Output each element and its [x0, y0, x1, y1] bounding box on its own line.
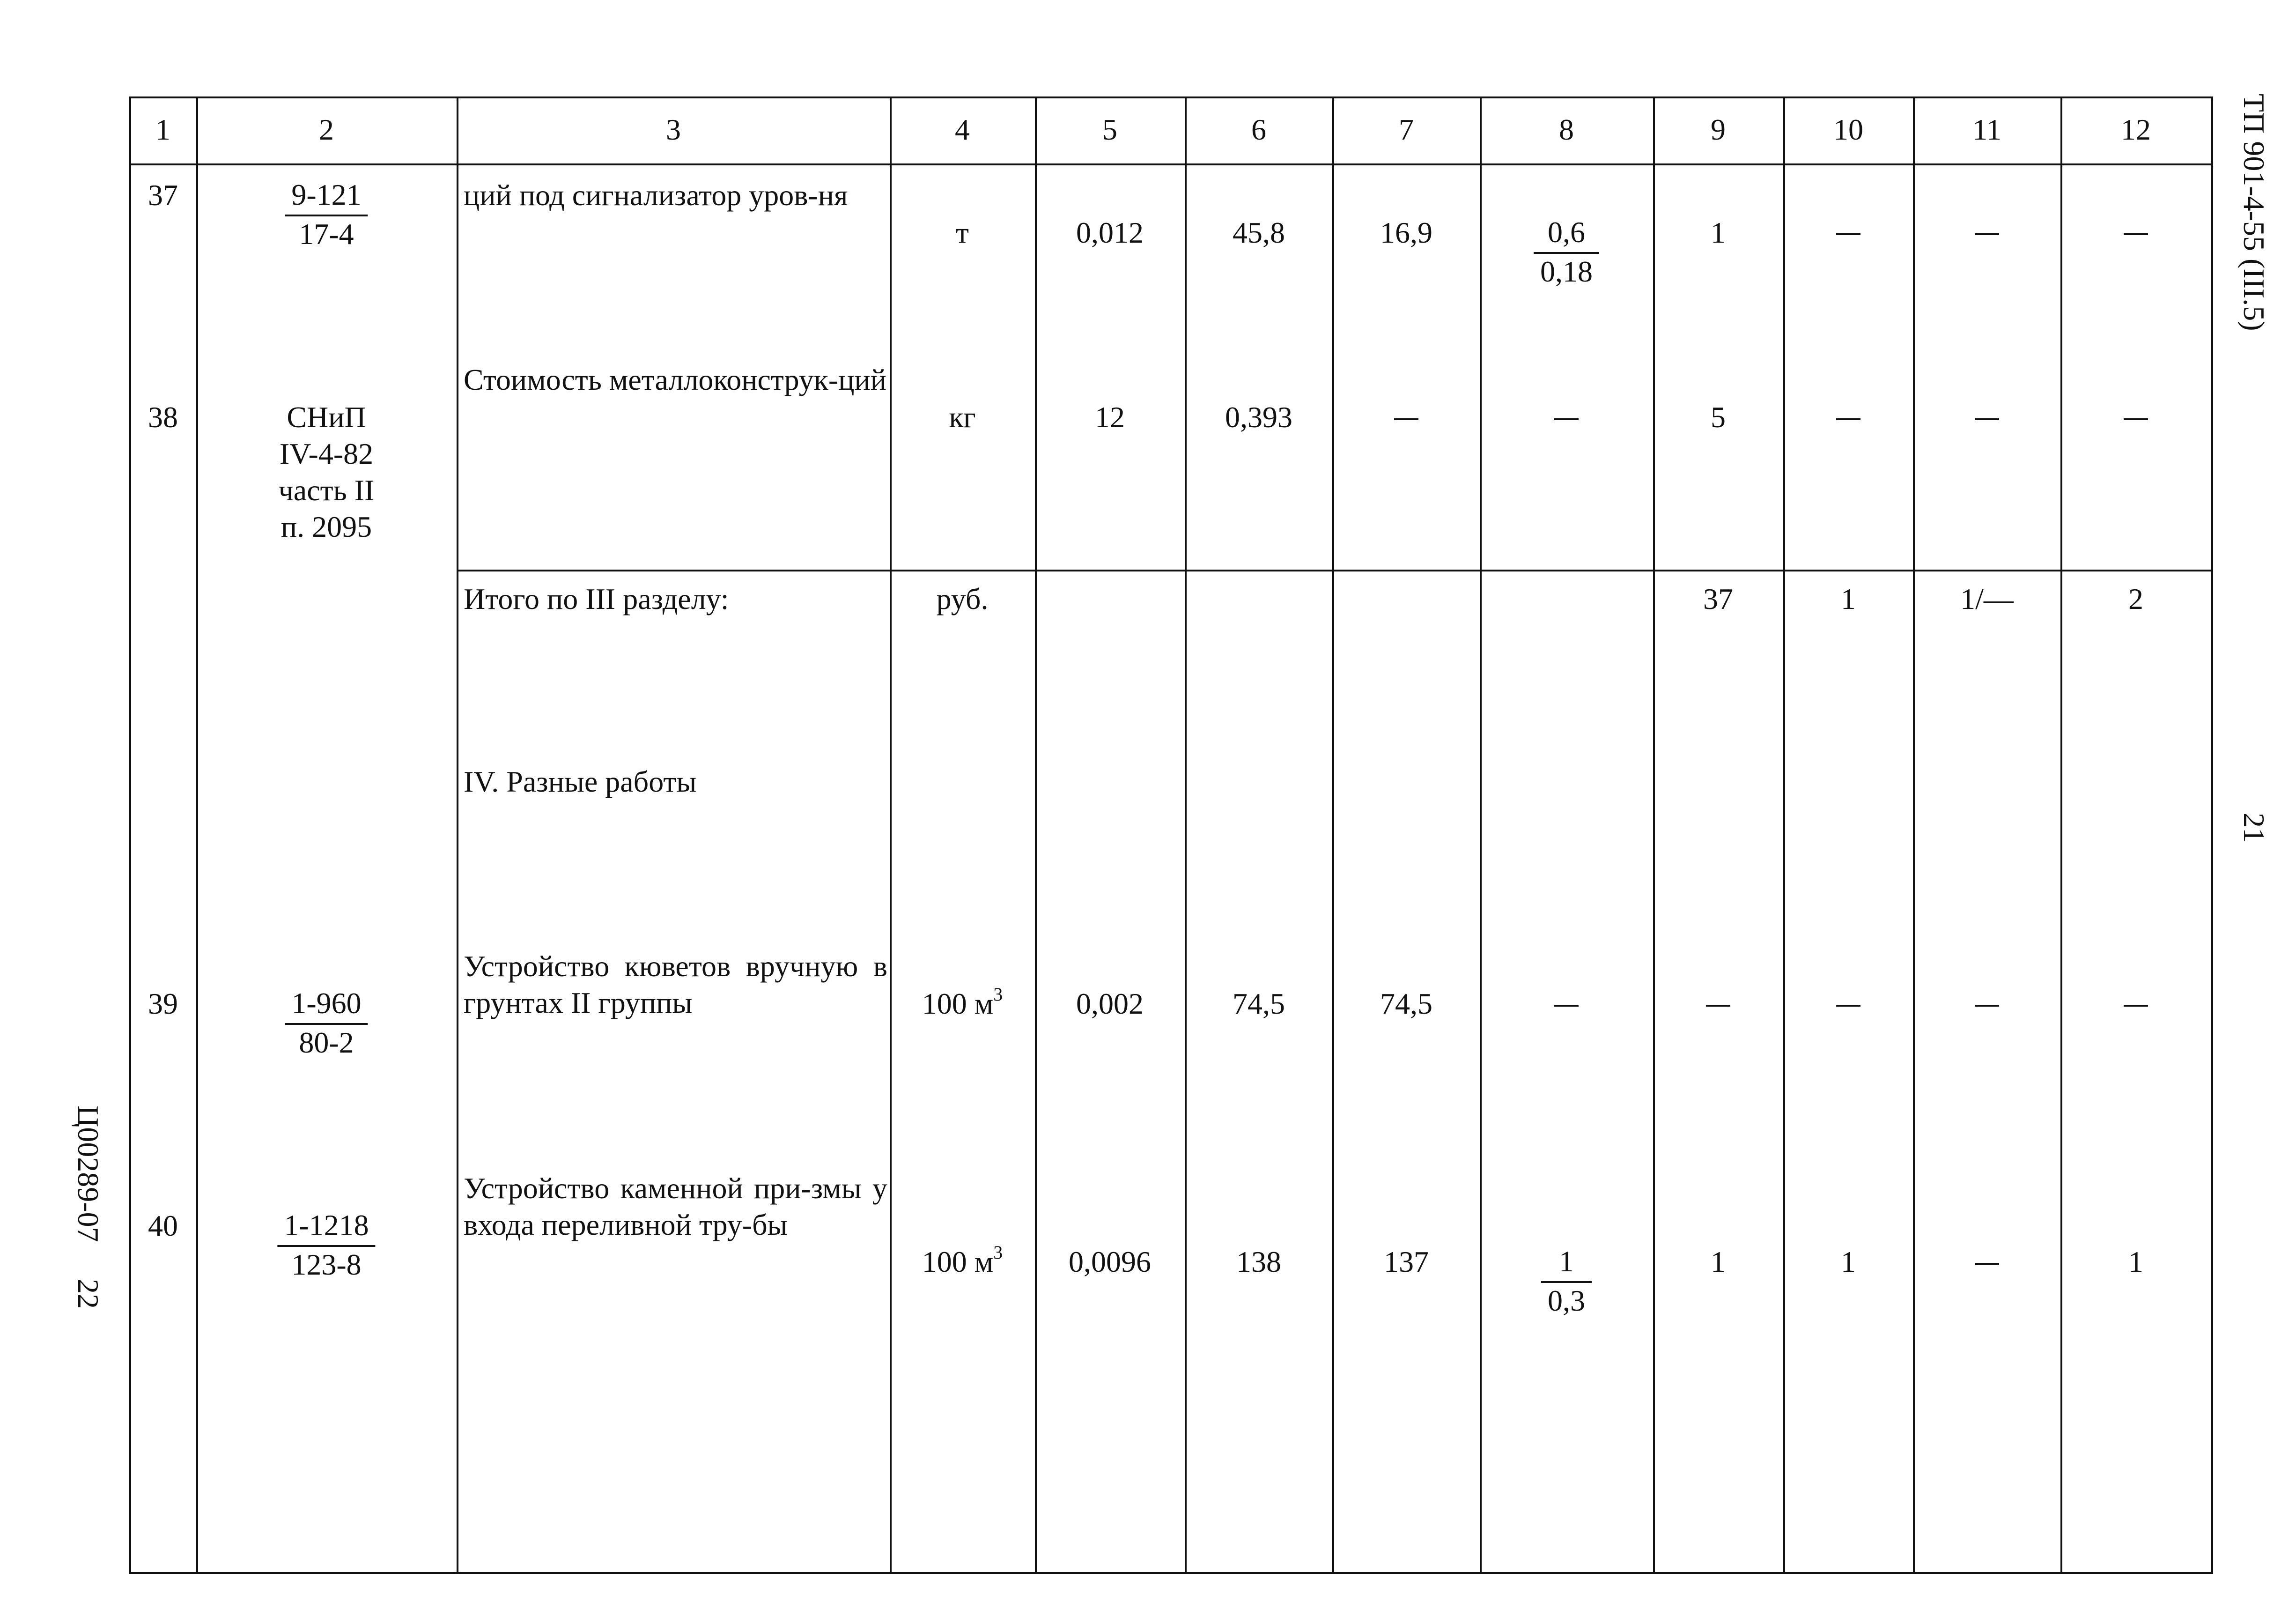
fraction-cell — [1534, 215, 1599, 289]
column-header: 12 — [2121, 113, 2151, 146]
fraction-numerator: 0,6 — [1534, 215, 1599, 254]
unit-text: 100 м — [922, 1245, 994, 1278]
document-code: ТП 901-4-55 (III.5) — [2237, 94, 2271, 331]
empty-dash — [1975, 233, 1999, 235]
empty-dash — [1706, 1005, 1730, 1007]
work-description: Устройство каменной при-змы у входа переливной тру-бы — [464, 1172, 887, 1241]
table-border-left — [129, 96, 131, 1574]
row-number: 37 — [148, 178, 178, 212]
empty-dash — [1836, 1005, 1860, 1007]
column-header: 10 — [1833, 113, 1863, 146]
column-divider — [1185, 96, 1187, 1574]
page-number-left: 22 — [72, 1279, 105, 1309]
empty-dash — [1394, 418, 1418, 420]
column-divider — [1332, 96, 1334, 1574]
unit-cell — [922, 986, 1003, 1022]
empty-dash — [1975, 418, 1999, 420]
work-description: ций под сигнализатор уров-ня — [464, 178, 848, 212]
rate-reference-denominator: 123-8 — [291, 1248, 362, 1281]
rate-reference — [277, 1208, 375, 1283]
column-divider — [457, 96, 458, 1574]
rate-reference-numerator: 1-960 — [285, 986, 368, 1025]
rate-reference-denominator: 17-4 — [299, 217, 354, 251]
unit-text: 100 м — [922, 987, 994, 1020]
empty-dash — [2124, 233, 2148, 235]
empty-dash — [1836, 418, 1860, 420]
cost-cell: 74,5 — [1380, 987, 1432, 1020]
cost-cell: 137 — [1384, 1245, 1429, 1278]
cost-cell: 45,8 — [1233, 216, 1285, 249]
column-header: 5 — [1102, 113, 1117, 146]
total-cell: 5 — [1711, 401, 1726, 434]
quantity-cell: 0,012 — [1076, 216, 1144, 249]
column-divider — [1913, 96, 1915, 1574]
table-border-top — [129, 96, 2213, 98]
fraction-denominator: 0,18 — [1540, 255, 1593, 288]
subtotal-divider — [457, 570, 2213, 571]
subtotal-label: Итого по III разделу: — [464, 582, 729, 616]
table-border-bottom — [129, 1572, 2213, 1574]
cost-cell: 0,393 — [1225, 401, 1292, 434]
subtotal-cell: 2 — [2128, 582, 2143, 616]
column-header: 3 — [666, 113, 681, 146]
subtotal-cell: 1 — [1841, 582, 1856, 616]
row-number: 38 — [148, 401, 178, 434]
column-header: 2 — [319, 113, 334, 146]
empty-dash — [1836, 233, 1860, 235]
column-divider — [1035, 96, 1037, 1574]
column-header: 7 — [1399, 113, 1414, 146]
empty-dash — [2124, 1005, 2148, 1007]
table-border-right — [2211, 96, 2213, 1574]
column-divider — [1653, 96, 1655, 1574]
cost-cell: 138 — [1236, 1245, 1281, 1278]
subtotal-cell: 1/— — [1960, 582, 2014, 616]
column-header: 1 — [155, 113, 170, 146]
column-header: 6 — [1251, 113, 1266, 146]
unit-cell: кг — [949, 401, 976, 434]
total-cell: 1 — [2128, 1245, 2143, 1278]
rate-reference-line: IV-4-82 — [279, 437, 374, 470]
section-title: IV. Разные работы — [464, 765, 697, 798]
unit-superscript: 3 — [993, 984, 1003, 1005]
unit-cell — [922, 1244, 1003, 1280]
row-number: 39 — [148, 987, 178, 1020]
total-cell: 1 — [1841, 1245, 1856, 1278]
column-header: 8 — [1559, 113, 1574, 146]
rate-reference-line: п. 2095 — [281, 510, 372, 543]
quantity-cell: 12 — [1095, 401, 1125, 434]
column-divider — [1783, 96, 1785, 1574]
rate-reference-numerator: 1-1218 — [277, 1208, 375, 1247]
empty-dash — [2124, 418, 2148, 420]
rate-reference-denominator: 80-2 — [299, 1026, 354, 1059]
rate-reference-numerator: 9-121 — [285, 177, 368, 216]
total-cell: 1 — [1711, 1245, 1726, 1278]
fraction-denominator: 0,3 — [1548, 1284, 1585, 1317]
fraction-numerator: 1 — [1541, 1244, 1592, 1283]
column-divider — [890, 96, 892, 1574]
fraction-cell — [1541, 1244, 1592, 1319]
column-header: 4 — [955, 113, 970, 146]
empty-dash — [1554, 1005, 1579, 1007]
rate-reference-line: часть II — [278, 474, 375, 507]
document-id: Ц00289-07 — [72, 1105, 105, 1242]
quantity-cell: 0,0096 — [1069, 1245, 1151, 1278]
cost-cell: 74,5 — [1233, 987, 1285, 1020]
empty-dash — [1975, 1263, 1999, 1265]
rate-reference — [285, 986, 368, 1061]
work-description: Устройство кюветов вручную в грунтах II группы — [464, 949, 887, 1019]
cost-cell: 16,9 — [1380, 216, 1432, 249]
rate-reference — [285, 177, 368, 252]
empty-dash — [1975, 1005, 1999, 1007]
column-header: 11 — [1972, 113, 2001, 146]
work-description: Стоимость металлоконструк-ций — [464, 363, 886, 396]
empty-dash — [1554, 418, 1579, 420]
quantity-cell: 0,002 — [1076, 987, 1144, 1020]
column-header: 9 — [1711, 113, 1726, 146]
unit-superscript: 3 — [993, 1242, 1003, 1263]
column-divider — [196, 96, 198, 1574]
row-number: 40 — [148, 1209, 178, 1242]
column-divider — [2060, 96, 2062, 1574]
header-divider — [129, 163, 2213, 165]
subtotal-cell: 37 — [1703, 582, 1733, 616]
total-cell: 1 — [1711, 216, 1726, 249]
rate-reference-line: СНиП — [287, 401, 366, 434]
column-divider — [1480, 96, 1482, 1574]
unit-cell: руб. — [936, 582, 989, 616]
page-number-right: 21 — [2237, 813, 2271, 843]
unit-cell: т — [956, 216, 969, 249]
